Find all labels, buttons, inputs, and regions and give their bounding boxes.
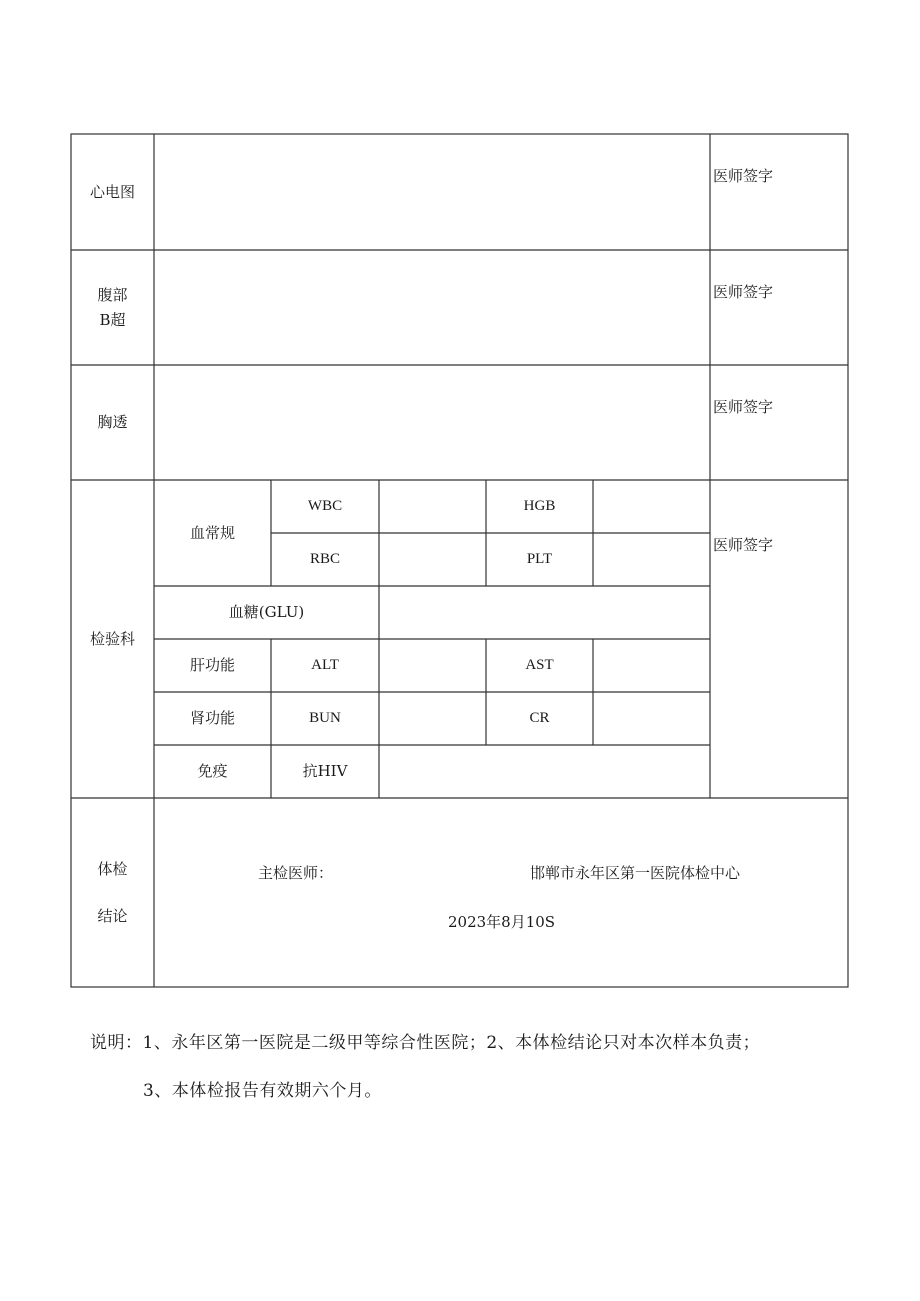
note-line-1: 说明：1、永年区第一医院是二级甲等综合性医院；2、本体检结论只对本次样本负责； <box>90 1033 761 1053</box>
ast-label: AST <box>525 657 554 673</box>
rbc-value-field[interactable] <box>380 534 485 585</box>
lab-label <box>71 480 154 798</box>
hiv-label <box>271 745 379 798</box>
liver-label-text: 肝功能 <box>189 656 235 674</box>
cr-value-field[interactable] <box>594 693 709 744</box>
conclusion-label-line2: 结论 <box>97 906 128 925</box>
alt-label: ALT <box>311 657 339 673</box>
immunity-label-text: 免疫 <box>197 762 228 780</box>
note-line-2: 3、本体检报告有效期六个月。 <box>143 1081 382 1101</box>
hiv-value-field[interactable] <box>380 746 709 797</box>
rbc-label: RBC <box>309 551 340 567</box>
cr-label: CR <box>529 710 550 726</box>
ecg-result-field[interactable] <box>155 135 709 249</box>
immunity-label <box>154 745 271 798</box>
plt-value-field[interactable] <box>594 534 709 585</box>
wbc-label: WBC <box>307 498 343 514</box>
kidney-label-text: 肾功能 <box>189 709 235 727</box>
report-date: 2023年8月10S <box>448 913 556 931</box>
kidney-label <box>154 692 271 745</box>
xray-label-text: 胸透 <box>97 413 128 431</box>
conclusion-label <box>71 798 154 987</box>
ultrasound-result-field[interactable] <box>155 251 709 364</box>
hgb-label: HGB <box>523 498 556 514</box>
checkup-center-name: 邯郸市永年区第一医院体检中心 <box>530 864 741 882</box>
bun-label: BUN <box>309 710 341 726</box>
liver-label <box>154 639 271 692</box>
ecg-label <box>71 134 154 250</box>
ast-value-field[interactable] <box>594 640 709 691</box>
ultrasound-label-line2: B超 <box>99 310 126 329</box>
blood-routine-label-text: 血常规 <box>189 523 235 542</box>
ultrasound-label <box>71 250 154 365</box>
ecg-signature-label: 医师签字 <box>713 167 774 185</box>
xray-result-field[interactable] <box>155 366 709 479</box>
lab-label-text: 检验科 <box>89 629 135 648</box>
lab-signature-label: 医师签字 <box>713 536 774 554</box>
hgb-value-field[interactable] <box>594 481 709 532</box>
glucose-label <box>154 586 379 639</box>
plt-label: PLT <box>526 551 553 567</box>
chief-doctor-label: 主检医师： <box>258 864 334 882</box>
alt-value-field[interactable] <box>380 640 485 691</box>
hiv-label-text: 抗HIV <box>302 762 348 780</box>
glucose-label-text: 血糖(GLU) <box>228 603 305 621</box>
ultrasound-signature-label: 医师签字 <box>713 283 774 301</box>
ultrasound-label-line1: 腹部 <box>97 285 128 304</box>
ecg-label-text: 心电图 <box>89 182 135 201</box>
conclusion-label-line1: 体检 <box>97 859 128 878</box>
xray-label <box>71 365 154 480</box>
xray-signature-label: 医师签字 <box>713 398 774 416</box>
blood-routine-label <box>154 480 271 586</box>
bun-value-field[interactable] <box>380 693 485 744</box>
wbc-value-field[interactable] <box>380 481 485 532</box>
glucose-value-field[interactable] <box>380 587 709 638</box>
